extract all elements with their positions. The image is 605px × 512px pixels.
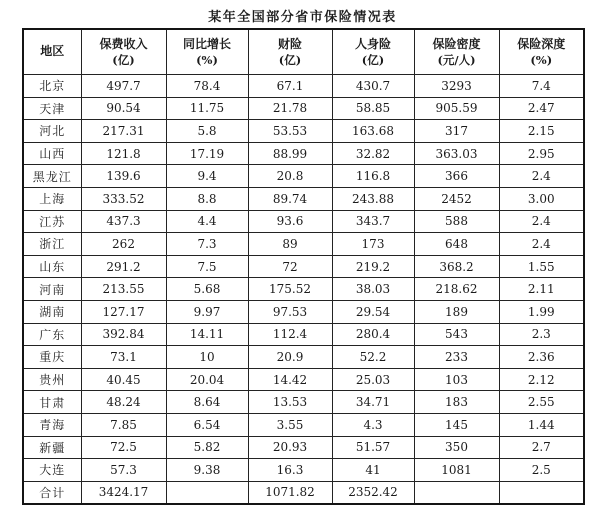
value-cell: 16.3 (248, 459, 332, 482)
value-cell: 14.42 (248, 368, 332, 391)
table-row (23, 120, 584, 143)
column-header-yoy-growth (166, 29, 248, 75)
value-cell: 2.3 (499, 323, 584, 346)
value-cell: 243.88 (332, 187, 414, 210)
value-cell: 88.99 (248, 142, 332, 165)
column-label: 保险密度 (432, 36, 481, 51)
value-cell: 121.8 (81, 142, 166, 165)
value-cell: 8.64 (166, 391, 248, 414)
value-cell: 2.5 (499, 459, 584, 482)
value-cell: 103 (414, 368, 499, 391)
value-cell: 218.62 (414, 278, 499, 301)
value-cell: 29.54 (332, 300, 414, 323)
column-label: 地区 (40, 44, 65, 59)
value-cell: 14.11 (166, 323, 248, 346)
region-cell: 浙江 (23, 233, 81, 256)
column-unit: (%) (530, 53, 553, 68)
value-cell: 32.82 (332, 142, 414, 165)
region-cell: 山东 (23, 255, 81, 278)
value-cell: 5.68 (166, 278, 248, 301)
region-cell: 上海 (23, 187, 81, 210)
value-cell: 72.5 (81, 436, 166, 459)
value-cell: 1.99 (499, 300, 584, 323)
value-cell: 41 (332, 459, 414, 482)
value-cell: 145 (414, 413, 499, 436)
value-cell: 116.8 (332, 165, 414, 188)
value-cell: 213.55 (81, 278, 166, 301)
value-cell: 20.8 (248, 165, 332, 188)
table-header (23, 29, 584, 75)
value-cell: 2452 (414, 187, 499, 210)
value-cell: 1.44 (499, 413, 584, 436)
value-cell: 20.93 (248, 436, 332, 459)
region-cell: 大连 (23, 459, 81, 482)
value-cell: 93.6 (248, 210, 332, 233)
region-cell: 贵州 (23, 368, 81, 391)
region-cell: 甘肃 (23, 391, 81, 414)
region-cell: 青海 (23, 413, 81, 436)
table-body (23, 75, 584, 505)
column-unit: (亿) (278, 53, 302, 68)
table-row (23, 210, 584, 233)
value-cell: 9.38 (166, 459, 248, 482)
table-row (23, 278, 584, 301)
region-cell: 河南 (23, 278, 81, 301)
value-cell: 1071.82 (248, 481, 332, 504)
value-cell: 163.68 (332, 120, 414, 143)
value-cell: 219.2 (332, 255, 414, 278)
value-cell: 3.55 (248, 413, 332, 436)
value-cell: 648 (414, 233, 499, 256)
value-cell: 7.4 (499, 75, 584, 98)
value-cell: 430.7 (332, 75, 414, 98)
column-label: 保费收入 (99, 36, 148, 51)
column-unit: (元/人) (437, 53, 476, 68)
value-cell: 392.84 (81, 323, 166, 346)
value-cell: 3.00 (499, 187, 584, 210)
table-row (23, 346, 584, 369)
table-row (23, 413, 584, 436)
value-cell: 588 (414, 210, 499, 233)
value-cell: 2.36 (499, 346, 584, 369)
region-cell: 广东 (23, 323, 81, 346)
value-cell: 7.3 (166, 233, 248, 256)
value-cell: 6.54 (166, 413, 248, 436)
header-row (23, 29, 584, 75)
value-cell: 78.4 (166, 75, 248, 98)
value-cell: 2352.42 (332, 481, 414, 504)
value-cell: 40.45 (81, 368, 166, 391)
value-cell: 9.4 (166, 165, 248, 188)
column-unit: (亿) (112, 53, 135, 68)
table-row (23, 165, 584, 188)
value-cell: 2.4 (499, 233, 584, 256)
value-cell (166, 481, 248, 504)
column-header-property-insurance (248, 29, 332, 75)
page-title: 某年全国部分省市保险情况表 (208, 10, 397, 25)
value-cell: 13.53 (248, 391, 332, 414)
column-unit: (亿) (361, 53, 385, 68)
value-cell: 20.9 (248, 346, 332, 369)
value-cell: 89.74 (248, 187, 332, 210)
table-row (23, 233, 584, 256)
table-row (23, 436, 584, 459)
value-cell: 7.5 (166, 255, 248, 278)
value-cell: 73.1 (81, 346, 166, 369)
region-cell: 河北 (23, 120, 81, 143)
value-cell: 317 (414, 120, 499, 143)
value-cell: 2.47 (499, 97, 584, 120)
value-cell: 34.71 (332, 391, 414, 414)
value-cell: 53.53 (248, 120, 332, 143)
value-cell: 2.4 (499, 210, 584, 233)
value-cell: 173 (332, 233, 414, 256)
value-cell: 5.8 (166, 120, 248, 143)
value-cell: 1081 (414, 459, 499, 482)
table-row (23, 75, 584, 98)
value-cell: 25.03 (332, 368, 414, 391)
value-cell: 38.03 (332, 278, 414, 301)
column-header-premium-income (81, 29, 166, 75)
region-cell: 合计 (23, 481, 81, 504)
value-cell: 7.85 (81, 413, 166, 436)
value-cell: 17.19 (166, 142, 248, 165)
value-cell: 89 (248, 233, 332, 256)
column-unit: (%) (196, 53, 218, 68)
value-cell: 333.52 (81, 187, 166, 210)
table-row (23, 255, 584, 278)
region-cell: 江苏 (23, 210, 81, 233)
value-cell: 437.3 (81, 210, 166, 233)
column-header-life-insurance (332, 29, 414, 75)
region-cell: 天津 (23, 97, 81, 120)
value-cell: 67.1 (248, 75, 332, 98)
value-cell: 127.17 (81, 300, 166, 323)
value-cell: 57.3 (81, 459, 166, 482)
value-cell: 262 (81, 233, 166, 256)
value-cell: 58.85 (332, 97, 414, 120)
region-cell: 重庆 (23, 346, 81, 369)
value-cell: 21.78 (248, 97, 332, 120)
value-cell: 363.03 (414, 142, 499, 165)
value-cell: 52.2 (332, 346, 414, 369)
value-cell: 2.15 (499, 120, 584, 143)
table-row (23, 142, 584, 165)
value-cell: 90.54 (81, 97, 166, 120)
value-cell: 97.53 (248, 300, 332, 323)
value-cell: 189 (414, 300, 499, 323)
value-cell: 368.2 (414, 255, 499, 278)
value-cell: 3293 (414, 75, 499, 98)
value-cell: 2.55 (499, 391, 584, 414)
value-cell: 5.82 (166, 436, 248, 459)
value-cell: 497.7 (81, 75, 166, 98)
value-cell: 9.97 (166, 300, 248, 323)
column-header-region (23, 29, 81, 75)
value-cell: 2.11 (499, 278, 584, 301)
table-row (23, 187, 584, 210)
region-cell: 北京 (23, 75, 81, 98)
value-cell: 139.6 (81, 165, 166, 188)
region-cell: 黑龙江 (23, 165, 81, 188)
value-cell (414, 481, 499, 504)
value-cell: 112.4 (248, 323, 332, 346)
column-label: 保险深度 (517, 36, 566, 51)
value-cell: 20.04 (166, 368, 248, 391)
value-cell: 4.4 (166, 210, 248, 233)
column-label: 人身险 (354, 36, 391, 51)
value-cell: 183 (414, 391, 499, 414)
column-header-insurance-density (414, 29, 499, 75)
value-cell: 291.2 (81, 255, 166, 278)
value-cell: 217.31 (81, 120, 166, 143)
table-row (23, 391, 584, 414)
insurance-table (22, 28, 585, 505)
column-label: 财险 (277, 36, 302, 51)
value-cell: 1.55 (499, 255, 584, 278)
value-cell: 366 (414, 165, 499, 188)
value-cell: 543 (414, 323, 499, 346)
table-row (23, 368, 584, 391)
column-header-insurance-depth (499, 29, 584, 75)
table-row (23, 481, 584, 504)
region-cell: 湖南 (23, 300, 81, 323)
table-row (23, 459, 584, 482)
value-cell: 905.59 (414, 97, 499, 120)
value-cell: 2.4 (499, 165, 584, 188)
value-cell: 48.24 (81, 391, 166, 414)
value-cell: 233 (414, 346, 499, 369)
value-cell: 2.95 (499, 142, 584, 165)
value-cell: 2.7 (499, 436, 584, 459)
value-cell: 350 (414, 436, 499, 459)
value-cell: 343.7 (332, 210, 414, 233)
value-cell: 11.75 (166, 97, 248, 120)
column-label: 同比增长 (182, 36, 231, 51)
region-cell: 新疆 (23, 436, 81, 459)
value-cell: 51.57 (332, 436, 414, 459)
value-cell: 280.4 (332, 323, 414, 346)
value-cell: 8.8 (166, 187, 248, 210)
table-row (23, 323, 584, 346)
value-cell: 10 (166, 346, 248, 369)
region-cell: 山西 (23, 142, 81, 165)
value-cell: 2.12 (499, 368, 584, 391)
value-cell: 3424.17 (81, 481, 166, 504)
value-cell (499, 481, 584, 504)
value-cell: 175.52 (248, 278, 332, 301)
table-row (23, 300, 584, 323)
value-cell: 4.3 (332, 413, 414, 436)
table-row (23, 97, 584, 120)
value-cell: 72 (248, 255, 332, 278)
